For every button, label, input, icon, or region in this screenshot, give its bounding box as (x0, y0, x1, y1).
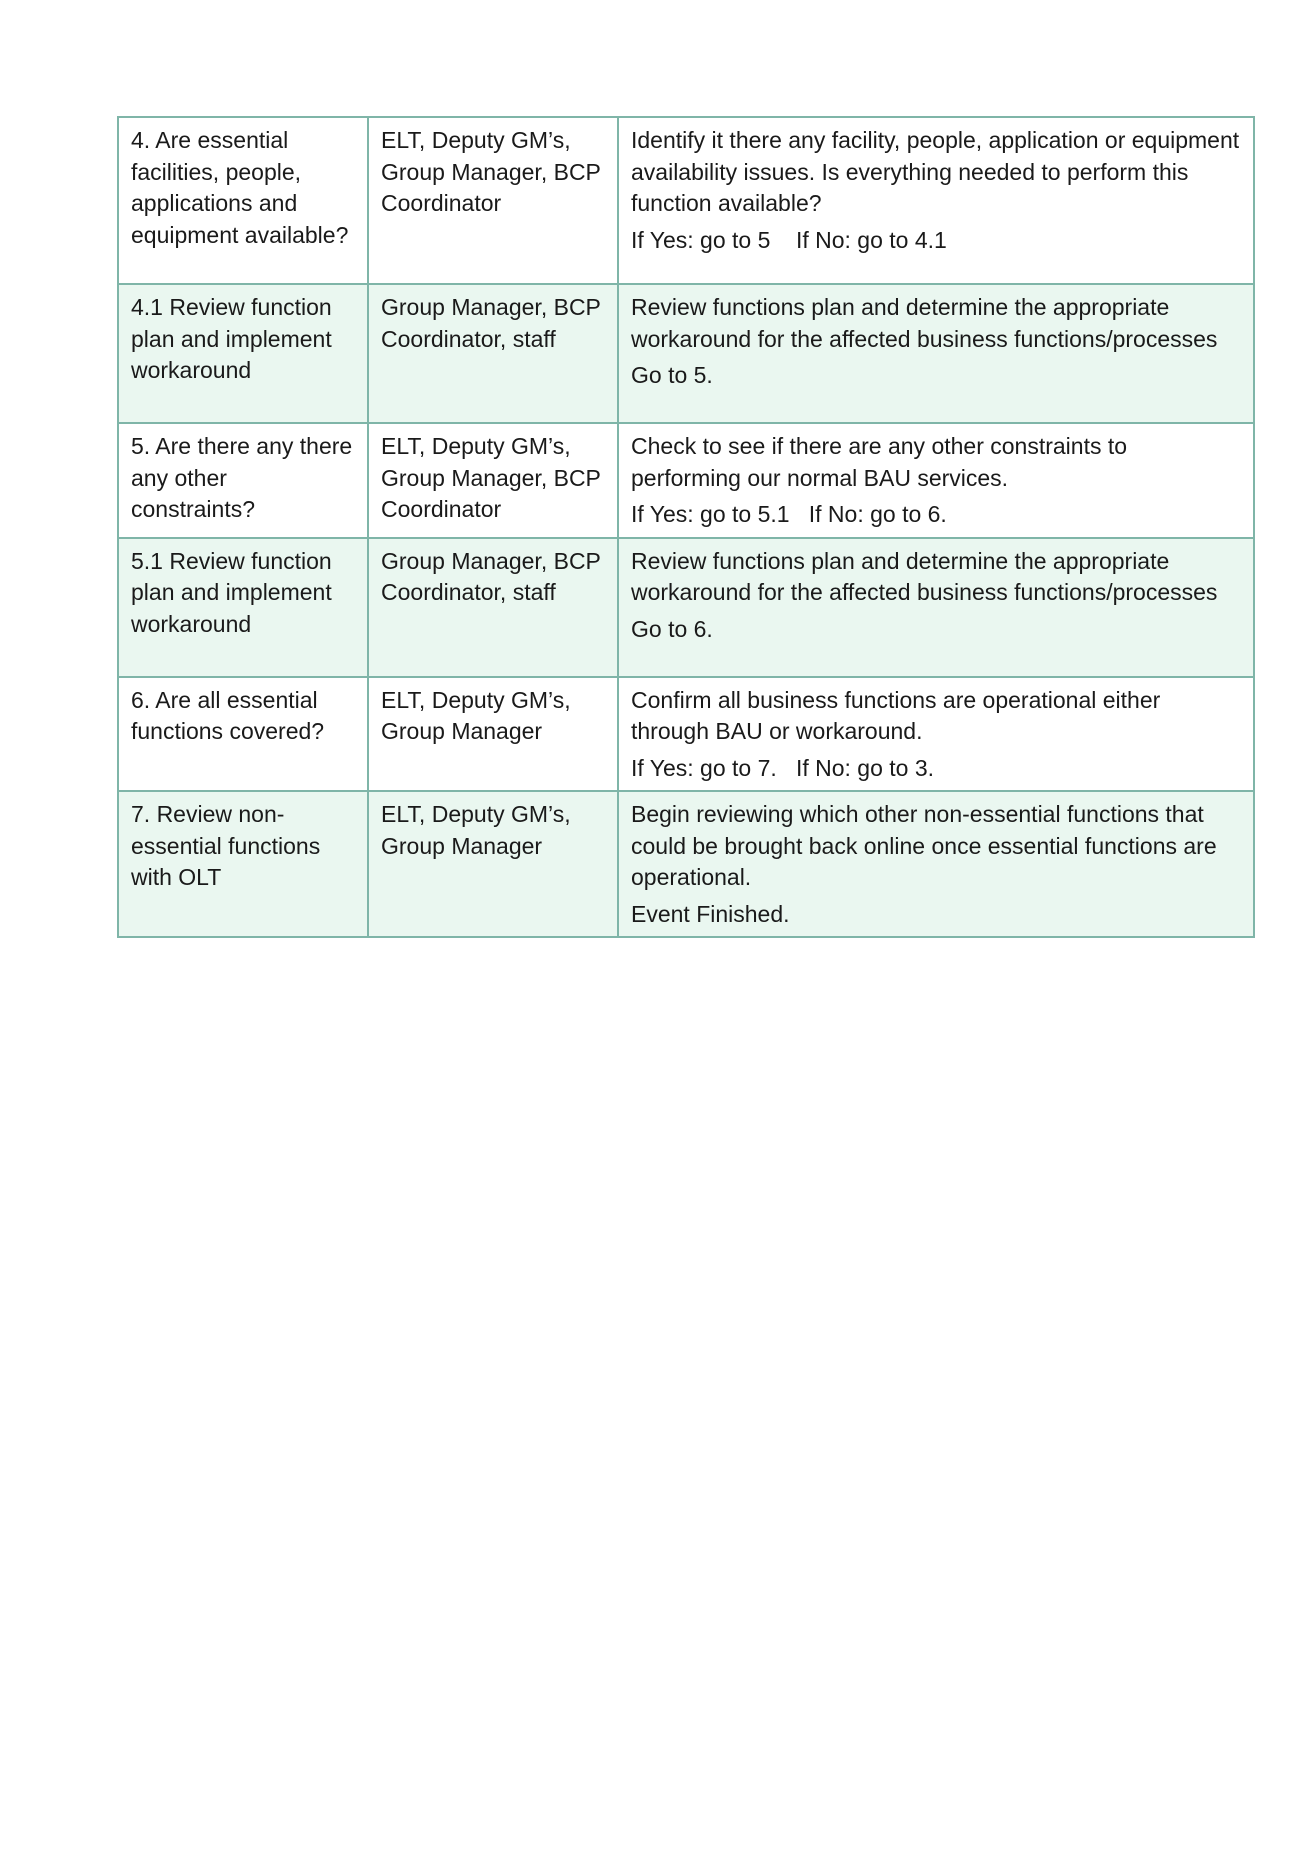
step-cell: 6. Are all essential functions covered? (118, 677, 368, 792)
action-text: Confirm all business functions are operational either through BAU or workaround. (631, 686, 1161, 744)
action-cell (618, 538, 1254, 677)
outcome-text: If Yes: go to 5 If No: go to 4.1 (631, 226, 947, 253)
owner-cell: ELT, Deputy GM’s, Group Manager (368, 677, 618, 792)
outcome-text: If Yes: go to 5.1 If No: go to 6. (631, 501, 947, 527)
table-row (118, 791, 1254, 937)
owner-cell: ELT, Deputy GM’s, Group Manager (368, 791, 618, 937)
step-cell: 7. Review non-essential functions with OLT (118, 791, 368, 937)
outcome-text: Event Finished. (631, 900, 790, 927)
action-text: Begin reviewing which other non-essential functions that could be brought back online once essential functions are operational. (631, 801, 1217, 890)
owner-cell: ELT, Deputy GM’s, Group Manager, BCP Coordinator (368, 423, 618, 538)
table-row (118, 538, 1254, 677)
table-row (118, 284, 1254, 423)
table-row (118, 677, 1254, 792)
action-cell (618, 117, 1254, 284)
owner-cell: Group Manager, BCP Coordinator, staff (368, 284, 618, 423)
step-cell: 4.1 Review function plan and implement workaround (118, 284, 368, 423)
action-text: Check to see if there are any other constraints to performing our normal BAU services. (631, 433, 1128, 491)
action-cell (618, 677, 1254, 792)
outcome-text: If Yes: go to 7. If No: go to 3. (631, 754, 935, 781)
step-cell: 4. Are essential facilities, people, applications and equipment available? (118, 117, 368, 284)
owner-cell: Group Manager, BCP Coordinator, staff (368, 538, 618, 677)
action-cell (618, 284, 1254, 423)
action-text: Review functions plan and determine the appropriate workaround for the affected business functions/processes (631, 294, 1218, 352)
action-cell (618, 423, 1254, 538)
step-cell: 5.1 Review function plan and implement workaround (118, 538, 368, 677)
owner-cell: ELT, Deputy GM’s, Group Manager, BCP Coordinator (368, 117, 618, 284)
outcome-text: Go to 6. (631, 615, 713, 642)
action-text: Identify it there any facility, people, application or equipment availability issues. Is everything needed to perform this function available? (631, 127, 1240, 216)
outcome-text: Go to 5. (631, 362, 713, 388)
action-cell (618, 791, 1254, 937)
step-cell: 5. Are there any there any other constraints? (118, 423, 368, 538)
bcp-response-table (117, 116, 1255, 938)
action-text: Review functions plan and determine the appropriate workaround for the affected business functions/processes (631, 547, 1218, 605)
table-row (118, 423, 1254, 538)
table-row (118, 117, 1254, 284)
